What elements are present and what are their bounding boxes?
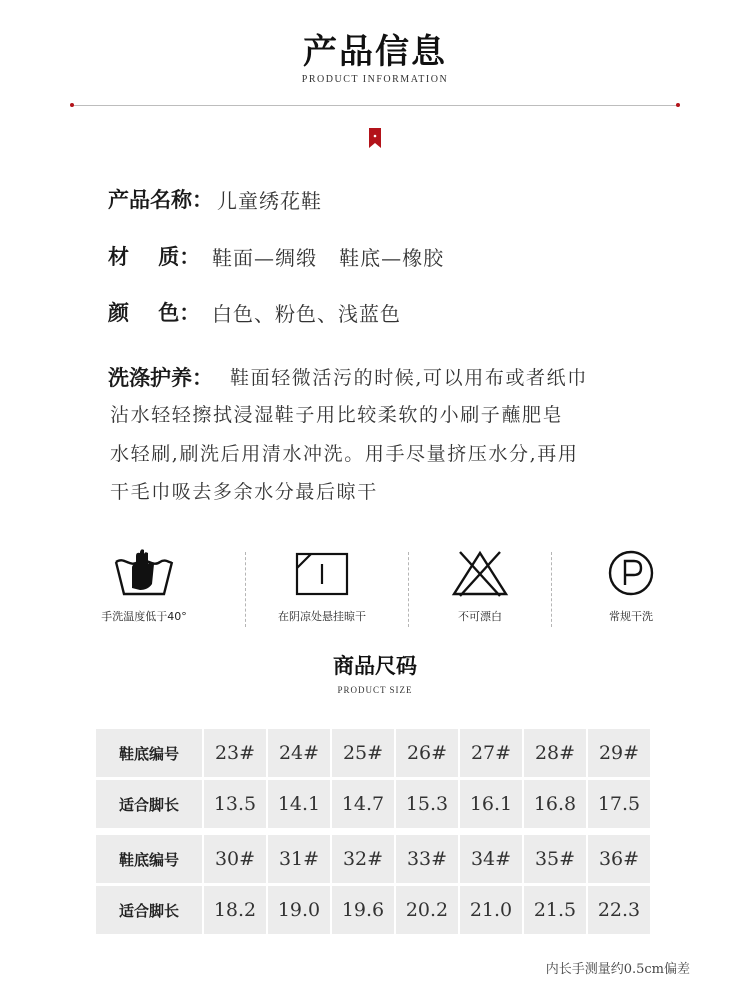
table-row-header: 适合脚长 [96, 883, 202, 934]
color-value: 白色、粉色、浅蓝色 [212, 302, 401, 326]
table-row-header: 鞋底编号 [96, 835, 202, 883]
measurement-note: 内长手测量约0.5cm偏差 [545, 962, 690, 977]
table-row [96, 883, 650, 934]
table-row-header: 适合脚长 [96, 777, 202, 828]
table-cell: 33# [396, 835, 458, 883]
divider-dot-left [70, 103, 74, 107]
table-cell: 35# [524, 835, 586, 883]
table-cell: 34# [460, 835, 522, 883]
size-table-2 [94, 835, 652, 934]
care-item-no-bleach [405, 548, 555, 624]
table-cell: 19.0 [268, 883, 330, 934]
shade-line-dry-icon [294, 548, 350, 598]
table-cell: 14.7 [332, 777, 394, 828]
table-cell: 20.2 [396, 883, 458, 934]
care-text-line-2: 沾水轻轻擦拭浸湿鞋子用比较柔软的小刷子蘸肥皂 [110, 404, 564, 426]
table-cell: 25# [332, 729, 394, 777]
table-cell: 19.6 [332, 883, 394, 934]
table-cell: 14.1 [268, 777, 330, 828]
table-cell: 26# [396, 729, 458, 777]
dry-clean-caption: 常规干洗 [609, 610, 653, 623]
care-item-dry-clean [556, 548, 706, 624]
care-text-line-1: 鞋面轻微活污的时候,可以用布或者纸巾 [230, 367, 588, 389]
dry-clean-icon [604, 548, 658, 598]
bookmark-icon [369, 128, 381, 148]
table-cell: 24# [268, 729, 330, 777]
size-section-subtitle: PRODUCT SIZE [337, 685, 413, 695]
table-cell: 21.0 [460, 883, 522, 934]
table-row [96, 729, 650, 777]
care-item-line-dry [247, 548, 397, 624]
table-cell: 31# [268, 835, 330, 883]
table-cell: 17.5 [588, 777, 650, 828]
table-cell: 21.5 [524, 883, 586, 934]
table-cell: 16.8 [524, 777, 586, 828]
size-table-1 [94, 729, 652, 828]
table-cell: 30# [204, 835, 266, 883]
hand-wash-caption: 手洗温度低于40° [101, 610, 187, 623]
table-cell: 16.1 [460, 777, 522, 828]
care-text-line-4: 干毛巾吸去多余水分最后晾干 [110, 481, 378, 503]
table-row [96, 835, 650, 883]
table-cell: 18.2 [204, 883, 266, 934]
divider-dot-right [676, 103, 680, 107]
care-separator [245, 552, 246, 627]
product-name-value: 儿童绣花鞋 [217, 189, 322, 213]
table-cell: 13.5 [204, 777, 266, 828]
care-text-line-3: 水轻刷,刷洗后用清水冲洗。用手尽量挤压水分,再用 [110, 443, 579, 465]
table-cell: 27# [460, 729, 522, 777]
care-item-hand-wash [69, 548, 219, 624]
no-bleach-icon [450, 548, 510, 598]
table-cell: 29# [588, 729, 650, 777]
table-row [96, 777, 650, 828]
line-dry-caption: 在阴凉处悬挂晾干 [278, 610, 366, 623]
table-cell: 32# [332, 835, 394, 883]
table-cell: 22.3 [588, 883, 650, 934]
table-cell: 15.3 [396, 777, 458, 828]
divider-line [72, 105, 678, 106]
color-label: 颜 色： [108, 301, 201, 325]
care-separator [551, 552, 552, 627]
table-cell: 36# [588, 835, 650, 883]
hand-wash-icon [112, 548, 176, 598]
no-bleach-caption: 不可漂白 [458, 610, 502, 623]
product-name-label: 产品名称： [108, 188, 213, 212]
size-section-title: 商品尺码 [333, 654, 417, 678]
table-row-header: 鞋底编号 [96, 729, 202, 777]
material-value: 鞋面—绸缎 鞋底—橡胶 [212, 246, 445, 270]
table-cell: 23# [204, 729, 266, 777]
table-cell: 28# [524, 729, 586, 777]
care-label: 洗涤护养： [108, 366, 213, 390]
page-title: 产品信息 [303, 32, 447, 72]
material-label: 材 质： [108, 245, 201, 269]
page-subtitle: PRODUCT INFORMATION [301, 74, 449, 85]
